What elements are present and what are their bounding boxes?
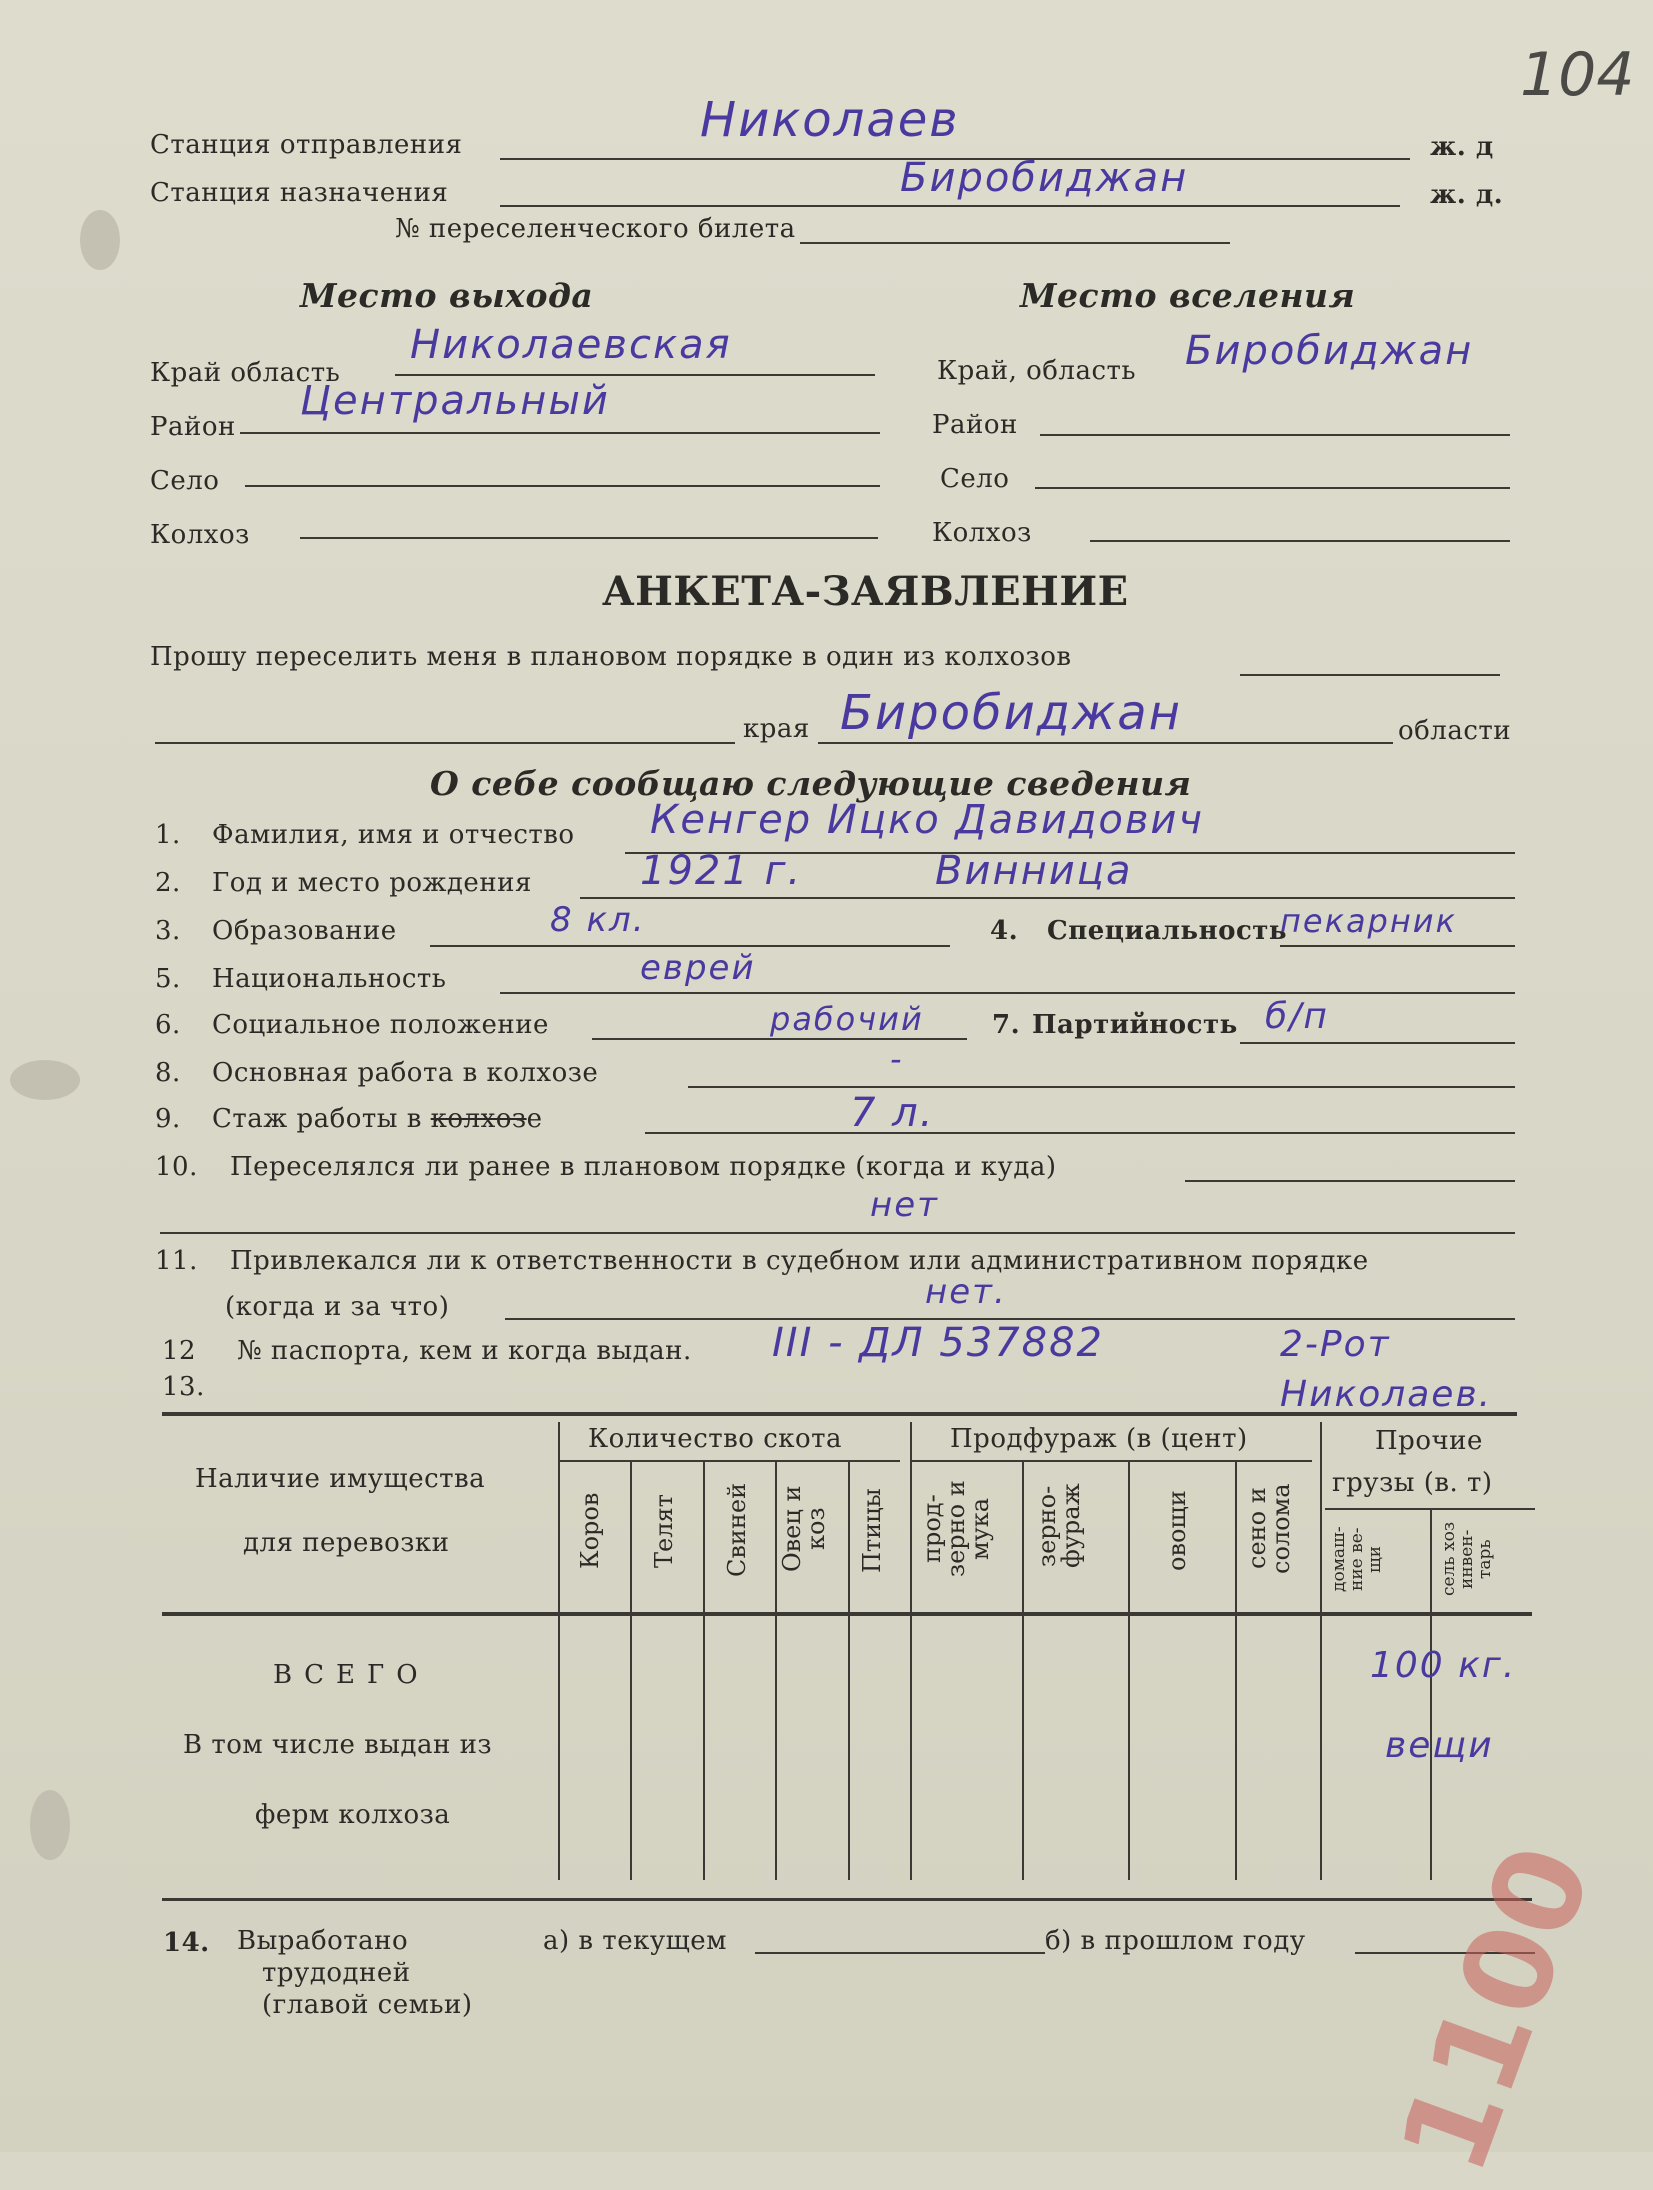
- origin-district-value: Центральный: [300, 378, 610, 424]
- field-2-year: 1921 г.: [640, 848, 803, 894]
- dest-region-label: Край, область: [937, 356, 1137, 386]
- origin-title: Место выхода: [300, 276, 594, 315]
- field-9-label-b: е: [526, 1104, 543, 1134]
- ticket-line: [800, 242, 1230, 244]
- origin-district-line: [240, 432, 880, 434]
- col-header-calves: Телят: [650, 1494, 678, 1568]
- field-11-label-2: (когда и за что): [225, 1292, 450, 1322]
- field-8-line: [688, 1086, 1515, 1088]
- field-10-num: 10.: [155, 1152, 198, 1182]
- col-line: [1022, 1462, 1024, 1880]
- origin-village-label: Село: [150, 466, 220, 496]
- destination-value: Биробиджан: [900, 155, 1189, 201]
- field-4-num: 4.: [990, 916, 1019, 946]
- field-3-line: [430, 945, 950, 947]
- origin-village-line: [245, 485, 880, 487]
- workdays-label-3: (главой семьи): [262, 1990, 473, 2020]
- field-10-value: нет: [870, 1185, 939, 1225]
- destination-title: Место вселения: [1020, 276, 1356, 315]
- dest-district-line: [1040, 434, 1510, 436]
- table-issued-label-2: ферм колхоза: [255, 1800, 451, 1830]
- workdays-label-2: трудодней: [262, 1958, 411, 1988]
- table-total-label: ВСЕГО: [273, 1660, 430, 1690]
- table-group-fodder: Продфураж (в (цент): [950, 1424, 1248, 1454]
- ticket-label: № переселенческого билета: [395, 214, 796, 244]
- field-4-label: Специальность: [1047, 916, 1288, 946]
- table-row-header-1: Наличие имущества: [195, 1464, 486, 1494]
- origin-region-line: [395, 374, 875, 376]
- field-2-num: 2.: [155, 868, 181, 898]
- field-8-num: 8.: [155, 1058, 181, 1088]
- field-3-label: Образование: [212, 916, 397, 946]
- field-9-label: [212, 1104, 542, 1134]
- field-6-value: рабочий: [770, 1000, 924, 1038]
- field-8-value: -: [890, 1040, 904, 1078]
- destination-label: Станция назначения: [150, 178, 449, 208]
- col-header-grain-text: прод-зерно и мука: [918, 1480, 994, 1577]
- field-4-line: [1280, 945, 1515, 947]
- dest-kolkhoz-line: [1090, 540, 1510, 542]
- punch-hole: [10, 1060, 80, 1100]
- kray-value-line: [818, 742, 1393, 744]
- field-2-line: [580, 897, 1515, 899]
- oblast-label: области: [1398, 716, 1512, 746]
- field-6-label: Социальное положение: [212, 1010, 549, 1040]
- col-line: [558, 1422, 560, 1880]
- field-11-label: Привлекался ли к ответственности в судебном или административном порядке: [230, 1246, 1369, 1276]
- kray-blank-line: [155, 742, 735, 744]
- dest-village-line: [1035, 487, 1510, 489]
- departure-label: Станция отправления: [150, 130, 463, 160]
- page-number: 104: [1520, 40, 1635, 110]
- field-10-line-b: [160, 1232, 1515, 1234]
- col-header-poultry: Птицы: [858, 1488, 886, 1574]
- field-3-value: 8 кл.: [550, 900, 646, 940]
- field-3-num: 3.: [155, 916, 181, 946]
- kray-value: Биробиджан: [840, 685, 1182, 741]
- origin-region-value: Николаевская: [410, 322, 732, 368]
- rail-suffix-1: ж. д: [1430, 132, 1494, 162]
- workdays-current-label: а) в текущем: [543, 1926, 727, 1956]
- field-7-line: [1240, 1042, 1515, 1044]
- col-header-vegetables: овощи: [1163, 1490, 1191, 1572]
- field-7-num: 7.: [992, 1010, 1021, 1040]
- col-line: [775, 1462, 777, 1880]
- about-title: О себе сообщаю следующие сведения: [430, 764, 1192, 803]
- workdays-previous-label: б) в прошлом году: [1045, 1926, 1306, 1956]
- col-line: [910, 1422, 912, 1880]
- household-note: вещи: [1385, 1725, 1494, 1766]
- form-title: АНКЕТА-ЗАЯВЛЕНИЕ: [602, 568, 1129, 615]
- table-group-livestock: Количество скота: [588, 1424, 843, 1454]
- col-line: [848, 1462, 850, 1880]
- field-12-value: III - ДЛ 537882: [772, 1320, 1104, 1366]
- field-8-label: Основная работа в колхозе: [212, 1058, 599, 1088]
- field-4-value: пекарник: [1280, 902, 1457, 940]
- col-header-cows: Коров: [576, 1492, 604, 1570]
- request-line: [1240, 674, 1500, 676]
- field-5-line: [500, 992, 1515, 994]
- field-6-line: [592, 1038, 967, 1040]
- field-9-num: 9.: [155, 1104, 181, 1134]
- table-group-other-2: грузы (в. т): [1332, 1468, 1493, 1498]
- col-header-sheep: [780, 1466, 830, 1591]
- col-header-household: [1330, 1514, 1390, 1604]
- field-13-num: 13.: [162, 1372, 205, 1402]
- col-header-equipment-text: сель хоз инвен-тарь: [1439, 1521, 1495, 1597]
- dest-village-label: Село: [940, 464, 1010, 494]
- table-header-bottom-line: [162, 1612, 1532, 1616]
- col-line: [1430, 1510, 1432, 1880]
- field-9-label-strike: колхоз: [430, 1104, 527, 1134]
- field-12-issuer: 2-Рот Николаев.: [1280, 1324, 1493, 1415]
- col-line: [1320, 1422, 1322, 1880]
- dest-region-value: Биробиджан: [1185, 328, 1474, 374]
- field-12-label: № паспорта, кем и когда выдан.: [237, 1336, 692, 1366]
- rail-suffix-2: ж. д.: [1430, 180, 1504, 210]
- field-9-line: [645, 1132, 1515, 1134]
- destination-line: [500, 205, 1400, 207]
- field-11-num: 11.: [155, 1246, 198, 1276]
- col-header-fodder-text: зерно-фураж: [1033, 1483, 1085, 1569]
- field-10-line-a: [1185, 1180, 1515, 1182]
- workdays-current-line: [755, 1952, 1045, 1954]
- field-7-label: Партийность: [1032, 1010, 1238, 1040]
- request-text: Прошу переселить меня в плановом порядке в один из колхозов: [150, 642, 1072, 672]
- punch-hole: [80, 210, 120, 270]
- household-total: 100 кг.: [1370, 1645, 1517, 1686]
- origin-district-label: Район: [150, 412, 236, 442]
- field-5-num: 5.: [155, 964, 181, 994]
- col-header-equipment: [1440, 1514, 1500, 1604]
- field-10-label: Переселялся ли ранее в плановом порядке (когда и куда): [230, 1152, 1057, 1182]
- col-header-household-text: домаш-ние ве-щи: [1329, 1526, 1385, 1592]
- field-5-label: Национальность: [212, 964, 447, 994]
- table-fodder-underline: [912, 1460, 1312, 1462]
- field-9-value: 7 л.: [850, 1090, 935, 1136]
- workdays-num: 14.: [163, 1928, 210, 1958]
- punch-hole: [30, 1790, 70, 1860]
- table-issued-label-1: В том числе выдан из: [183, 1730, 493, 1760]
- col-line: [630, 1462, 632, 1880]
- field-2-place: Винница: [935, 848, 1133, 894]
- col-header-fodder: [1035, 1466, 1090, 1586]
- col-header-hay: [1245, 1466, 1300, 1591]
- col-line: [703, 1462, 705, 1880]
- field-1-value: Кенгер Ицко Давидович: [650, 797, 1205, 843]
- field-12-num: 12: [162, 1336, 197, 1366]
- kray-label: края: [743, 714, 810, 744]
- dest-district-label: Район: [932, 410, 1018, 440]
- origin-kolkhoz-line: [300, 537, 878, 539]
- origin-region-label: Край область: [150, 358, 341, 388]
- col-header-sheep-text: Овец и коз: [778, 1485, 830, 1572]
- field-9-label-a: Стаж работы в: [212, 1104, 431, 1134]
- table-row-header-2: для перевозки: [243, 1528, 450, 1558]
- field-5-value: еврей: [640, 948, 756, 988]
- table-bottom-line: [162, 1898, 1532, 1901]
- table-group-other-1: Прочие: [1375, 1426, 1483, 1456]
- col-line: [1235, 1462, 1237, 1880]
- field-2-label: Год и место рождения: [212, 868, 532, 898]
- dest-kolkhoz-label: Колхоз: [932, 518, 1032, 548]
- col-header-hay-text: сено и солома: [1243, 1483, 1295, 1574]
- field-1-label: Фамилия, имя и отчество: [212, 820, 575, 850]
- col-header-grain: [918, 1466, 994, 1591]
- col-header-pigs: Свиней: [723, 1482, 751, 1578]
- field-11-value: нет.: [925, 1272, 1007, 1312]
- red-stamp: 1100: [1374, 1828, 1620, 2190]
- departure-value: Николаев: [700, 92, 960, 148]
- col-line: [1128, 1462, 1130, 1880]
- workdays-label-1: Выработано: [237, 1926, 409, 1956]
- table-top-line: [162, 1412, 1517, 1416]
- field-1-num: 1.: [155, 820, 181, 850]
- origin-kolkhoz-label: Колхоз: [150, 520, 250, 550]
- field-6-num: 6.: [155, 1010, 181, 1040]
- field-7-value: б/п: [1265, 996, 1329, 1037]
